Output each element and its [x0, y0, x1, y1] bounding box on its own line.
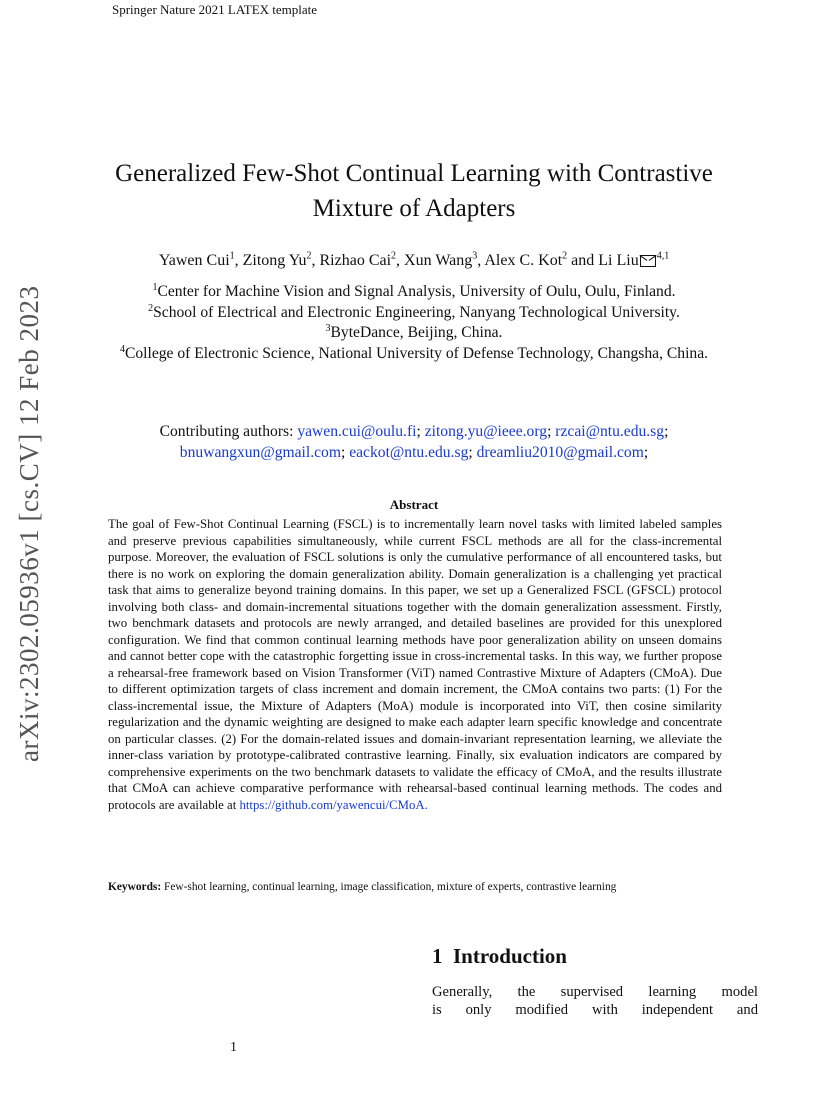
- keywords-label: Keywords:: [108, 881, 162, 893]
- abstract-text: The goal of Few-Shot Continual Learning (FSCL) is to incrementally learn novel tasks with limited labeled samples and preserve previous capabilities simultaneously, while current FSCL methods are all for the class-incremental purpose. Moreover, the evaluation of FSCL solutions is only the cumulative performance of all encountered tasks, but there is no work on exploring the domain generalization ability. Domain generalization is a challenging yet practical task that aims to generalize beyond training domains. In this paper, we set up a Generalized FSCL (GFSCL) protocol involving both class- and domain-incremental situations together with the domain generalization assessment. Firstly, two benchmark datasets and protocols are newly arranged, and detailed baselines are provided for this unexplored configuration. We find that common continual learning methods have poor generalization ability on unseen domains and cannot better cope with the catastrophic forgetting issue in cross-incremental tasks. In this way, we further propose a rehearsal-free framework based on Vision Transformer (ViT) named Contrastive Mixture of Adapters (CMoA). Due to different optimization targets of class increment and domain increment, the CMoA contains two parts: (1) For the class-incremental issue, the Mixture of Adapters (MoA) module is incorporated into ViT, then cosine similarity regularization and the dynamic weighting are designed to make each adapter learn specific knowledge and concentrate on particular classes. (2) For the domain-related issues and domain-invariant representation learning, we alleviate the inner-class variation by prototype-calibrated contrastive learning. Finally, six evaluation indicators are compared by comprehensive experiments on the two benchmark datasets to validate the efficacy of CMoA, and the results illustrate that CMoA can achieve comparative performance with rehearsal-based continual learning methods. The codes and protocols are available at: [108, 517, 722, 812]
- author-sup: 2: [306, 250, 312, 262]
- email-link[interactable]: rzcai@ntu.edu.sg: [555, 423, 665, 440]
- affiliation-text: ByteDance, Beijing, China.: [330, 324, 503, 341]
- affiliation-sup: 2: [148, 302, 154, 314]
- author-name: Yawen Cui: [158, 252, 230, 269]
- author-name: Xun Wang: [404, 252, 473, 269]
- author-sup: 2: [391, 250, 397, 262]
- affiliations: [95, 282, 733, 364]
- affiliation: [95, 344, 733, 365]
- page-number: 1: [230, 1040, 237, 1055]
- affiliation: [95, 282, 733, 303]
- affiliation-text: Center for Machine Vision and Signal Analysis, University of Oulu, Oulu, Finland.: [157, 283, 676, 300]
- affiliation: [95, 303, 733, 324]
- contrib-label: Contributing authors:: [159, 423, 294, 440]
- section-number: 1: [432, 944, 443, 968]
- contributing-authors: Contributing authors: yawen.cui@oulu.fi; zitong.yu@ieee.org; rzcai@ntu.edu.sg; bnuwangxun@gmail.com; eackot@ntu.edu.sg; dreamliu2010@gmail.com;: [159, 423, 669, 461]
- affiliation-sup: 1: [152, 281, 158, 293]
- code-link[interactable]: https://github.com/yawencui/CMoA.: [239, 797, 428, 812]
- email-link[interactable]: eackot@ntu.edu.sg: [349, 444, 469, 461]
- title-line-2: Mixture of Adapters: [312, 195, 516, 222]
- email-link[interactable]: yawen.cui@oulu.fi: [297, 423, 417, 440]
- affiliation-text: School of Electrical and Electronic Engineering, Nanyang Technological University.: [153, 303, 680, 321]
- abstract-heading: Abstract: [389, 497, 439, 512]
- author-list: Yawen Cui$^1$, Zitong Yu$^2$, Rizhao Cai$^2$, Xun Wang$^3$, Alex C. Kot$^2$ and Li Liu $^{4,1}$: [158, 250, 670, 269]
- affiliation: [95, 323, 733, 344]
- paper-title: [80, 156, 748, 226]
- arxiv-identifier: arXiv:2302.05936v1 [cs.CV] 12 Feb 2023: [14, 285, 44, 762]
- author-name: Rizhao Cai: [319, 252, 392, 269]
- email-link[interactable]: bnuwangxun@gmail.com: [179, 444, 341, 461]
- intro-line-2: is only modified with independent and: [432, 1002, 758, 1018]
- intro-line-1: Generally, the supervised learning model: [432, 984, 758, 1000]
- author-sup: 3: [472, 250, 478, 262]
- affiliation-sup: 3: [325, 322, 331, 334]
- author-sup: 1: [229, 250, 235, 262]
- section-heading: [432, 944, 567, 969]
- intro-paragraph: [432, 983, 758, 1019]
- keywords: [108, 881, 748, 893]
- author-sup: 2: [562, 250, 568, 262]
- affiliation-sup: 4: [119, 343, 125, 355]
- section-title: Introduction: [453, 944, 567, 968]
- email-link[interactable]: zitong.yu@ieee.org: [424, 423, 548, 440]
- running-header: Springer Nature 2021 LATEX template: [112, 2, 318, 17]
- envelope-icon: [640, 255, 656, 267]
- author-sup: 4,1: [656, 250, 670, 262]
- affiliation-text: College of Electronic Science, National University of Defense Technology, Changsha, China.: [124, 344, 709, 362]
- abstract-body: [108, 516, 722, 813]
- author-name: Li Liu: [598, 252, 639, 269]
- keywords-text: Few-shot learning, continual learning, image classification, mixture of experts, contrastive learning: [164, 881, 617, 893]
- title-line-1: Generalized Few-Shot Continual Learning with Contrastive: [115, 160, 713, 187]
- author-name: Alex C. Kot: [484, 252, 563, 269]
- author-name: Zitong Yu: [242, 252, 307, 269]
- email-link[interactable]: dreamliu2010@gmail.com: [476, 444, 644, 461]
